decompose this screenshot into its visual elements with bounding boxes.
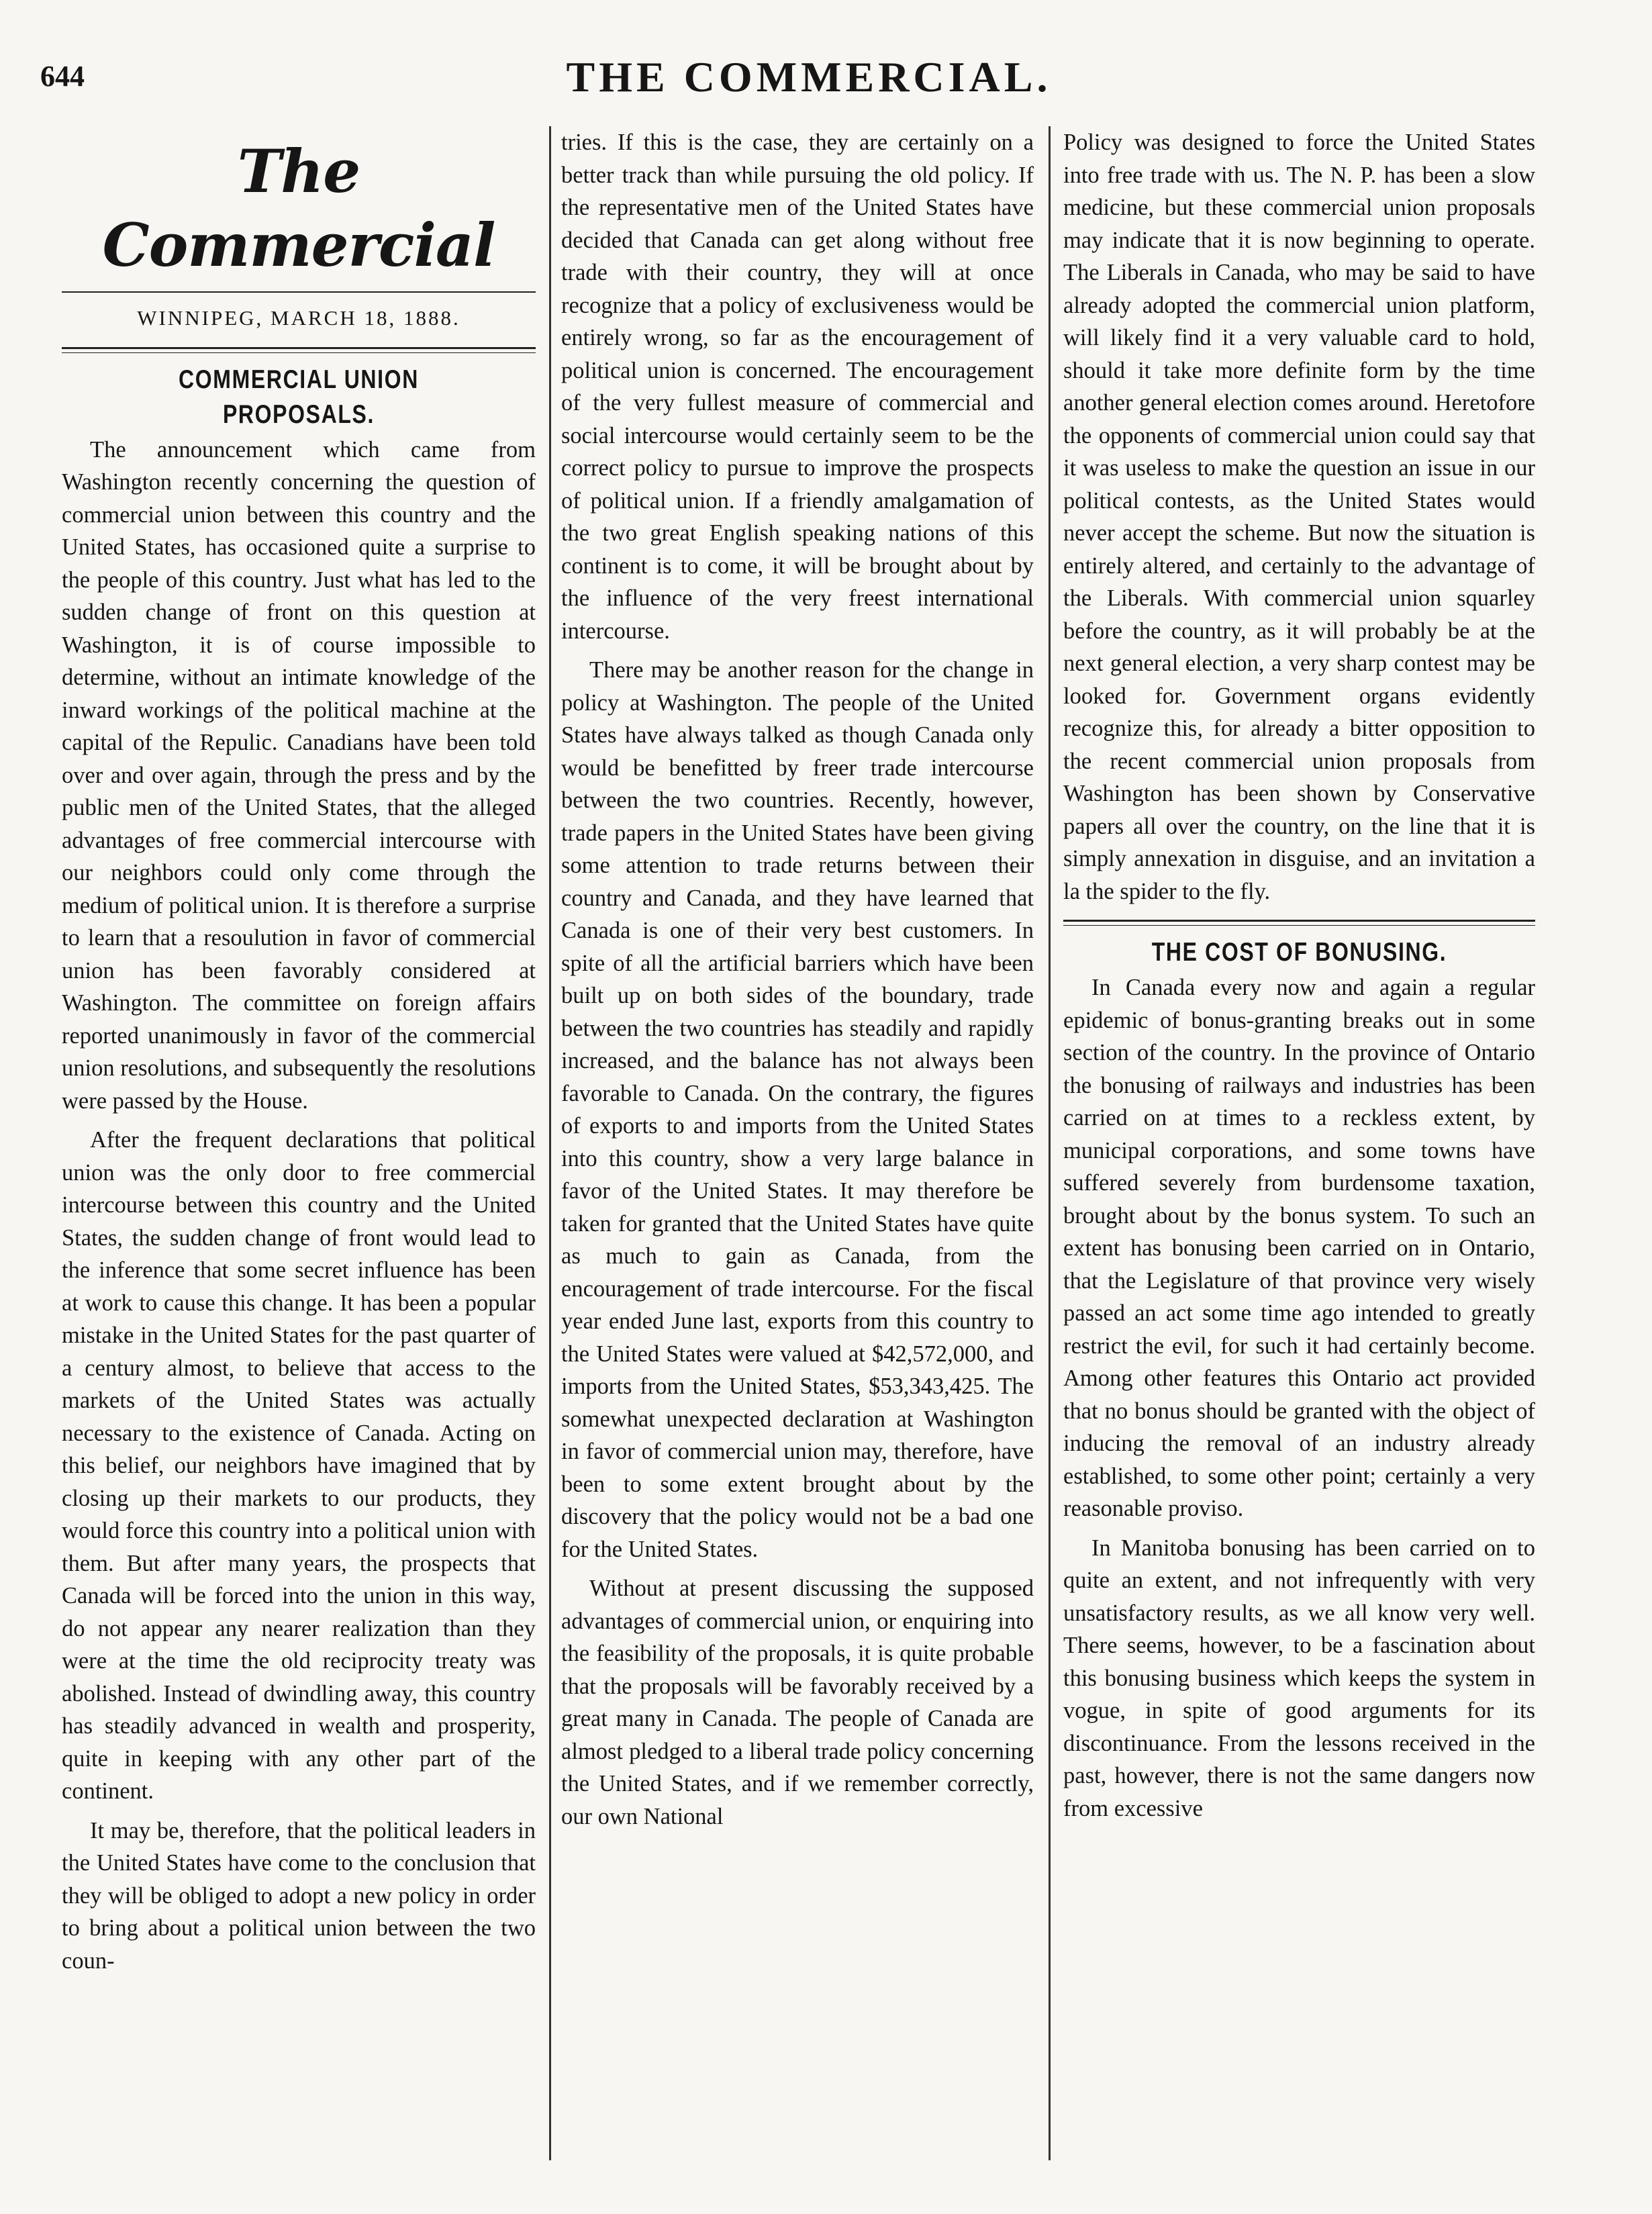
article-headline-cost-of-bonusing: THE COST OF BONUSING. (1151, 938, 1447, 967)
article-paragraph-continued: tries. If this is the case, they are certainly on a better track than while pursuing the old policy. If the representative men of the United States have decided that Canada can get along without free trade with their country, they will at once recognize that a policy of exclusiveness would be entirely wrong, so far as the encouragement of political union is concerned. The encouragement of the very fullest measure of commercial and social intercourse would certainly seem to be the correct policy to pursue to improve the prospects of political union. If a friendly amalgamation of the two great English speaking nations of this continent is to come, it will be brought about by the influence of the very freest international intercourse. (561, 130, 1034, 644)
masthead-rule-bottom (62, 347, 536, 353)
article-headline-commercial-union: COMMERCIAL UNION PROPOSALS. (179, 365, 419, 429)
article-paragraph: There may be another reason for the change in policy at Washington. The people of the United States have always talked as though Canada only would be benefitted by freer trade intercourse between the two countries. Recently, however, trade papers in the United States have been giving some attention to trade returns between their country and Canada, and they have learned that Canada is one of their very best customers. In spite of all the artificial barriers which have been built up on both sides of the boundary, trade between the two countries has steadily and rapidly increased, and the balance has not always been favorable to Canada. On the contrary, the figures of exports to and imports from the United States into this country, show a very large balance in favor of the United States. It may therefore be taken for granted that the United States have quite as much to gain as Canada, from the encouragement of trade intercourse. For the fiscal year ended June last, exports from this country to the United States were valued at $42,572,000, and imports from the United States, $53,343,425. The somewhat unexpected declaration at Washington in favor of commercial union may, therefore, have been to some extent brought about by the discovery that the policy would not be a bad one for the United States. (561, 657, 1034, 1562)
column-rule-right (1049, 126, 1051, 2160)
article-paragraph: The announcement which came from Washington recently concerning the question of commercial union between this country and the United States, has occasioned quite a surprise to the people of this country. Just what has led to the sudden change of front on this question at Washington, it is of course impossible to determine, without an intimate knowledge of the inward workings of the political machine at the capital of the Repulic. Canadians have been told over and over again, through the press and by the public men of the United States, that the alleged advantages of free commercial intercourse with our neighbors could only come through the medium of political union. It is therefore a surprise to learn that a resoulution in favor of commercial union has been favorably considered at Washington. The committee on foreign affairs reported unanimously in favor of the commercial union resolutions, and subsequently the resolutions were passed by the House. (62, 436, 536, 1114)
article-paragraph: In Manitoba bonusing has been carried on to quite an extent, and not infrequently with very unsatisfactory results, as we all know very well. There seems, however, to be a fascination about this bonusing business which keeps the system in vogue, in spite of good arguments for its discontinuance. From the lessons received in the past, however, there is not the same dangers now from excessive (1063, 1535, 1535, 1821)
page-number: 644 (40, 60, 85, 93)
column-1 (62, 126, 536, 2160)
masthead-rule-top (62, 291, 536, 293)
article-paragraph-continued: Policy was designed to force the United States into free trade with us. The N. P. has been a slow medicine, but these commercial union proposals may indicate that it is now beginning to operate. The Liberals in Canada, who may be said to have already adopted the commercial union platform, will likely find it a very valuable card to hold, should it take more definite form by the time another general election comes around. Heretofore the opponents of commercial union could say that it was useless to make the question an issue in our political contests, as the United States would never accept the scheme. But now the situation is entirely altered, and certainly to the advantage of the Liberals. With commercial union squarley before the country, as it will probably be at the next general election, a very sharp contest may be looked for. Government organs evidently recognize this, for already a bitter opposition to the recent commercial union proposals from Washington has been shown by Conservative papers all over the country, on the line that it is simply annexation in disguise, and an invitation a la the spider to the fly. (1063, 130, 1535, 904)
dateline: WINNIPEG, MARCH 18, 1888. (137, 306, 460, 330)
column-rule-left (549, 126, 551, 2160)
masthead-title: The Commercial (102, 136, 495, 280)
article-paragraph: After the frequent declarations that political union was the only door to free commercial intercourse between this country and the United States, the sudden change of front would lead to the inference that some secret influence has been at work to cause this change. It has been a popular mistake in the United States for the past quarter of a century almost, to believe that access to the markets of the United States was actually necessary to the existence of Canada. Acting on this belief, our neighbors have imagined that by closing up their markets to our products, they would force this country into a political union with them. But after many years, the prospects that Canada will be forced into the union in this way, do not appear any nearer realization than they were at the time the old reciprocity treaty was abolished. Instead of dwindling away, this country has steadily advanced in wealth and prosperity, quite in keeping with any other part of the continent. (62, 1127, 536, 1804)
article-separator-rule (1063, 920, 1535, 926)
running-head-title: THE COMMERCIAL. (566, 53, 1052, 101)
article-paragraph: It may be, therefore, that the political leaders in the United States have come to the conclusion that they will be obliged to adopt a new policy in order to bring about a political union between the two coun- (62, 1817, 536, 1974)
article-paragraph: Without at present discussing the supposed advantages of commercial union, or enquiring into the feasibility of the proposals, it is quite probable that the proposals will be favorably received by a great many in Canada. The people of Canada are almost pledged to a liberal trade policy concerning the United States, and if we remember correctly, our own National (561, 1576, 1034, 1829)
column-3 (1063, 126, 1535, 2160)
running-head (40, 52, 1577, 106)
column-2 (561, 126, 1034, 2160)
article-paragraph: In Canada every now and again a regular epidemic of bonus-granting breaks out in some section of the country. In the province of Ontario the bonusing of railways and industries has been carried on at times to a reckless extent, by municipal corporations, and some towns have suffered severely from burdensome taxation, brought about by the bonus system. To such an extent has bonusing been carried on in Ontario, that the Legislature of that province very wisely passed an act some time ago intended to greatly restrict the evil, for such it had certainly become. Among other features this Ontario act provided that no bonus should be granted with the object of inducing the removal of an industry already established, to some other point; certainly a very reasonable proviso. (1063, 975, 1535, 1521)
